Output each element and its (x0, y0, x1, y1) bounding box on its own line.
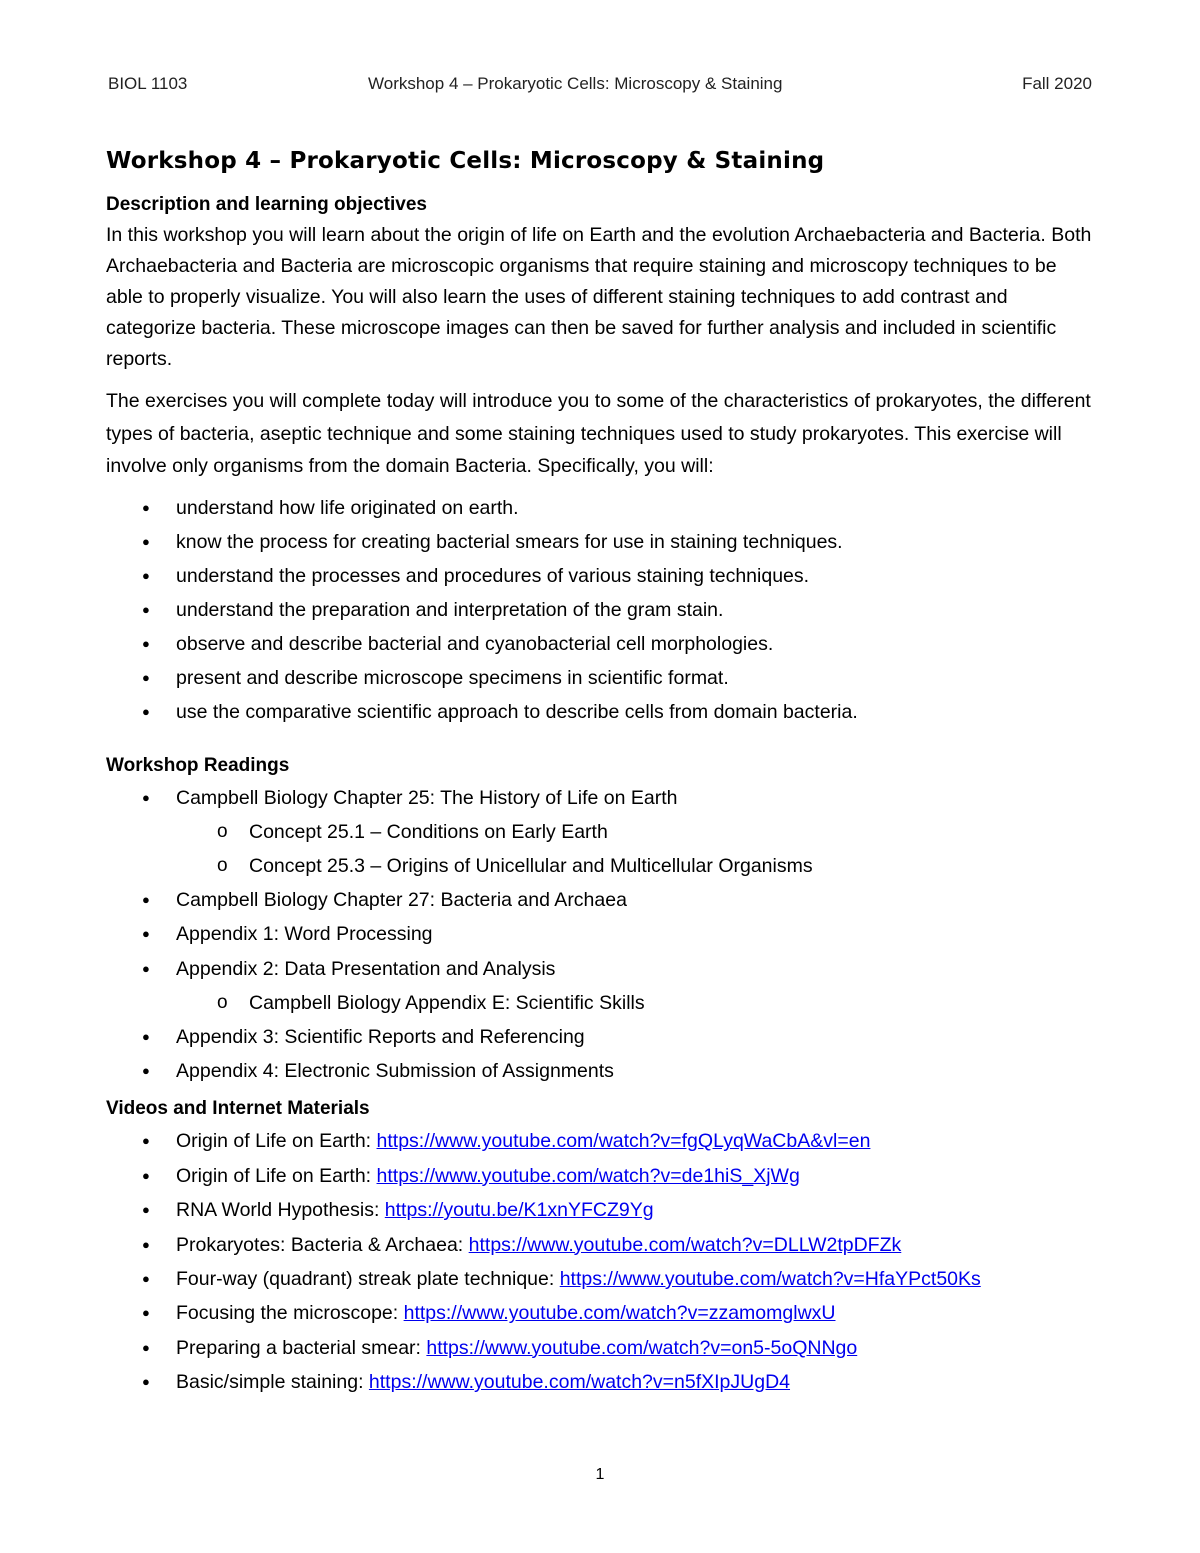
reading-subitem (106, 986, 1096, 1020)
video-link[interactable]: https://www.youtube.com/watch?v=HfaYPct50Ks (559, 1267, 981, 1290)
objective-item: ● understand the processes and procedures of various staining techniques. (106, 559, 1096, 593)
reading-item: ● Appendix 1: Word Processing (106, 917, 1096, 951)
video-link[interactable]: https://www.youtube.com/watch?v=on5-5oQNNgo (426, 1336, 858, 1359)
video-item (106, 1296, 1096, 1330)
videos-heading: Videos and Internet Materials (106, 1098, 370, 1120)
objective-item: ● understand the preparation and interpretation of the gram stain. (106, 593, 1096, 627)
page-header (108, 74, 1092, 100)
reading-item (106, 781, 1096, 884)
document-title: Workshop 4 – Prokaryotic Cells: Microscopy & Staining (106, 148, 825, 174)
video-link[interactable]: https://www.youtube.com/watch?v=n5fXIpJUgD4 (368, 1371, 791, 1394)
reading-subitem (106, 849, 1096, 883)
video-item (106, 1228, 1096, 1262)
videos-list (106, 1124, 1096, 1399)
video-label: RNA World Hypothesis: (176, 1199, 385, 1222)
document-body (106, 142, 1096, 1400)
description-paragraph-2: The exercises you will complete today will introduce you to some of the characteristics of prokaryotes, the different types of bacteria, aseptic technique and some staining techniques used to study prokaryotes. This exercise will involve only organisms from the domain Bacteria. Specifically, you will: (106, 390, 1091, 477)
reading-subitem (106, 815, 1096, 849)
video-link[interactable]: https://www.youtube.com/watch?v=DLLW2tpDFZk (468, 1233, 902, 1256)
video-link[interactable]: https://www.youtube.com/watch?v=fgQLyqWaCbA&vl=en (376, 1130, 871, 1153)
reading-subitem-text: o Concept 25.1 – Conditions on Early Earth (177, 815, 1096, 849)
video-label: Four-way (quadrant) streak plate technique: (176, 1267, 560, 1290)
objective-item: ● understand how life originated on earth. (106, 491, 1096, 525)
video-item (106, 1331, 1096, 1365)
objective-item: ● present and describe microscope specimens in scientific format. (106, 661, 1096, 695)
objective-item: ● know the process for creating bacterial smears for use in staining techniques. (106, 525, 1096, 559)
reading-item: ● Campbell Biology Chapter 27: Bacteria and Archaea (106, 883, 1096, 917)
video-label: Basic/simple staining: (176, 1371, 369, 1394)
video-item (106, 1193, 1096, 1227)
objective-item: ● use the comparative scientific approach to describe cells from domain bacteria. (106, 695, 1096, 729)
objectives-list (106, 491, 1096, 729)
description-paragraph-1: In this workshop you will learn about the origin of life on Earth and the evolution Archaebacteria and Bacteria. Both Archaebacteria and Bacteria are microscopic organisms that require staining and microscopy techniques to be able to properly visualize. You will also learn the uses of different staining techniques to add contrast and categorize bacteria. These microscope images can then be saved for further analysis and included in scientific reports. (106, 224, 1092, 370)
video-item (106, 1124, 1096, 1158)
reading-item-text: Appendix 2: Data Presentation and Analysis (176, 957, 556, 980)
video-item (106, 1365, 1096, 1399)
header-course-code: BIOL 1103 (108, 74, 188, 93)
reading-sublist (176, 986, 1096, 1020)
video-link[interactable]: https://youtu.be/K1xnYFCZ9Yg (384, 1199, 654, 1222)
reading-item: ● Appendix 4: Electronic Submission of Assignments (106, 1054, 1096, 1088)
reading-sublist (176, 815, 1096, 883)
description-heading: Description and learning objectives (106, 194, 427, 215)
video-link[interactable]: https://www.youtube.com/watch?v=de1hiS_XjWg (376, 1164, 800, 1187)
video-label: Origin of Life on Earth: (176, 1130, 377, 1153)
reading-item: ● Appendix 3: Scientific Reports and Referencing (106, 1020, 1096, 1054)
page-number: 1 (595, 1466, 605, 1483)
video-link[interactable]: https://www.youtube.com/watch?v=zzamomglwxU (403, 1302, 836, 1325)
header-term: Fall 2020 (1022, 74, 1092, 93)
video-label: Focusing the microscope: (176, 1302, 404, 1325)
reading-subitem-text: o Campbell Biology Appendix E: Scientific Skills (177, 986, 1096, 1020)
video-item (106, 1159, 1096, 1193)
objective-item: ● observe and describe bacterial and cyanobacterial cell morphologies. (106, 627, 1096, 661)
reading-item (106, 952, 1096, 1020)
reading-subitem-text: o Concept 25.3 – Origins of Unicellular and Multicellular Organisms (177, 849, 1096, 883)
video-label: Preparing a bacterial smear: (176, 1336, 427, 1359)
video-item (106, 1262, 1096, 1296)
reading-item-text: Campbell Biology Chapter 25: The History of Life on Earth (176, 786, 678, 809)
readings-list (106, 781, 1096, 1089)
video-label: Prokaryotes: Bacteria & Archaea: (176, 1233, 469, 1256)
video-label: Origin of Life on Earth: (176, 1164, 377, 1187)
header-workshop-title: Workshop 4 – Prokaryotic Cells: Microscopy & Staining (368, 74, 783, 93)
readings-heading: Workshop Readings (106, 754, 290, 776)
